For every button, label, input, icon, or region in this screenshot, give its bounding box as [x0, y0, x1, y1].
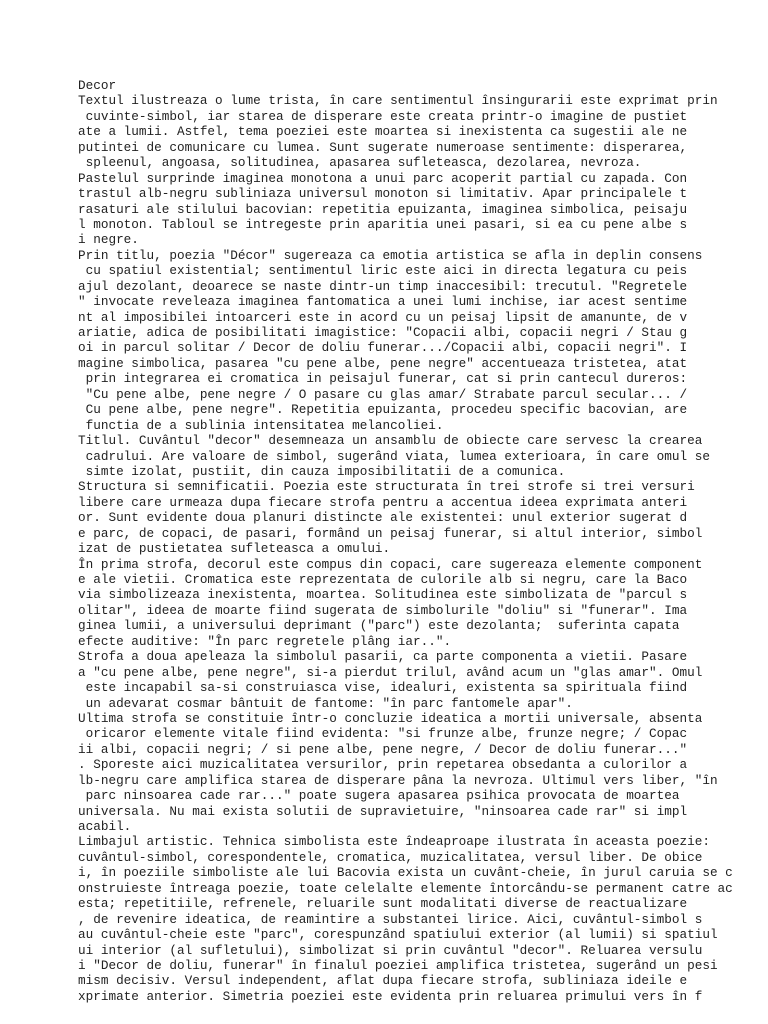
- text-line: i, în poeziile simboliste ale lui Bacovia exista un cuvânt-cheie, în jurul caruia se c: [78, 865, 733, 881]
- text-line: un adevarat cosmar bântuit de fantome: "în parc fantomele apar".: [78, 695, 573, 711]
- text-line: Textul ilustreaza o lume trista, în care sentimentul însingurarii este exprimat prin: [78, 93, 718, 109]
- text-line: oi in parcul solitar / Decor de doliu funerar.../Copacii albi, copacii negri". I: [78, 340, 688, 356]
- text-line: magine simbolica, pasarea "cu pene albe, pene negre" accentueaza tristetea, atat: [78, 355, 688, 371]
- text-line: Limbajul artistic. Tehnica simbolista este îndeaproape ilustrata în aceasta poezie:: [78, 834, 710, 850]
- text-line: Prin titlu, poezia "Décor" sugereaza ca emotia artistica se afla in deplin consens: [78, 247, 703, 263]
- text-line: cuvântul-simbol, corespondentele, cromatica, muzicalitatea, versul liber. De obice: [78, 849, 703, 865]
- document-page: [78, 78, 768, 1024]
- text-line: simte izolat, pustiit, din cauza imposibilitatii de a comunica.: [78, 463, 566, 479]
- text-line: ui interior (al sufletului), simbolizat si prin cuvântul "decor". Reluarea versulu: [78, 942, 703, 958]
- text-line: via simbolizeaza inexistenta, moartea. Solitudinea este simbolizata de "parcul s: [78, 587, 688, 603]
- text-line: spleenul, angoasa, solitudinea, apasarea sufleteasca, dezolarea, nevroza.: [78, 155, 642, 171]
- text-line: oricaror elemente vitale fiind evidenta: "si frunze albe, frunze negre; / Copac: [78, 726, 688, 742]
- text-line: Ultima strofa se constituie într-o concluzie ideatica a mortii universale, absenta: [78, 710, 703, 726]
- text-line: ariatie, adica de posibilitati imagistice: "Copacii albi, copacii negri / Stau g: [78, 325, 688, 340]
- text-line: prin integrarea ei cromatica in peisajul funerar, cat si prin cantecul dureros:: [78, 371, 688, 387]
- text-line: mism decisiv. Versul independent, aflat dupa fiecare strofa, subliniaza ideile e: [78, 973, 688, 989]
- text-line: universala. Nu mai exista solutii de supravietuire, "ninsoarea cade rar" si impl: [78, 803, 688, 819]
- text-line: olitar", ideea de moarte fiind sugerata de simbolurile "doliu" si "funerar". Ima: [78, 602, 688, 618]
- text-line: i "Decor de doliu, funerar" în finalul poeziei amplifica tristetea, sugerând un pesi: [78, 957, 718, 973]
- text-line: În prima strofa, decorul este compus din copaci, care sugereaza elemente component: [78, 556, 703, 572]
- text-line: l monoton. Tabloul se intregeste prin aparitia unei pasari, si ea cu pene albe s: [78, 216, 688, 232]
- text-line: parc ninsoarea cade rar..." poate sugera apasarea psihica provocata de moartea: [78, 788, 680, 804]
- text-line: lb-negru care amplifica starea de disperare pâna la nevroza. Ultimul vers liber, "în: [78, 772, 718, 788]
- text-line: trastul alb-negru subliniaza universul monoton si limitativ. Apar principalele t: [78, 186, 688, 202]
- text-line: . Sporeste aici muzicalitatea versurilor, prin repetarea obsedanta a culorilor a: [78, 757, 688, 773]
- text-line: nt al imposibilei intoarceri este in acord cu un peisaj lipsit de amanunte, de v: [78, 309, 688, 325]
- text-line: cuvinte-simbol, iar starea de disperare este creata printr-o imagine de pustiet: [78, 108, 688, 124]
- text-line: a "cu pene albe, pene negre", si-a pierdut trilul, având acum un "glas amar". Omul: [78, 664, 703, 680]
- text-line: ajul dezolant, deoarece se naste dintr-un timp inaccesibil: trecutul. "Regretele: [78, 278, 688, 294]
- text-line: cu spatiul existential; sentimentul liric este aici in directa legatura cu peis: [78, 263, 688, 279]
- text-line: cadrului. Are valoare de simbol, sugerând viata, lumea exterioara, în care omul se: [78, 448, 710, 464]
- text-line: Titlul. Cuvântul "decor" desemneaza un ansamblu de obiecte care servesc la crearea: [78, 433, 703, 449]
- text-line: rasaturi ale stilului bacovian: repetitia epuizanta, imaginea simbolica, peisaju: [78, 201, 688, 217]
- text-line: Cu pene albe, pene negre". Repetitia epuizanta, procedeu specific bacovian, are: [78, 402, 688, 418]
- text-line: Strofa a doua apeleaza la simbolul pasarii, ca parte componenta a vietii. Pasare: [78, 649, 688, 665]
- text-line: ii albi, copacii negri; / si pene albe, pene negre, / Decor de doliu funerar...": [78, 741, 688, 757]
- text-line: izat de pustietatea sufleteasca a omului.: [78, 541, 391, 557]
- text-line: "Cu pene albe, pene negre / O pasare cu glas amar/ Strabate parcul secular... /: [78, 386, 688, 402]
- text-line: Structura si semnificatii. Poezia este structurata în trei strofe si trei versuri: [78, 479, 695, 495]
- text-line: este incapabil sa-si construiasca vise, idealuri, existenta sa spirituala fiind: [78, 680, 688, 696]
- text-line: Pastelul surprinde imaginea monotona a unui parc acoperit partial cu zapada. Con: [78, 170, 688, 186]
- document-title: Decor: [78, 78, 117, 93]
- text-line: libere care urmeaza dupa fiecare strofa pentru a accentua ideea exprimata anteri: [78, 494, 688, 510]
- text-line: ate a lumii. Astfel, tema poeziei este moartea si inexistenta ca sugestii ale ne: [78, 124, 688, 140]
- text-line: i negre.: [78, 232, 139, 248]
- text-line: esta; repetitiile, refrenele, reluarile sunt modalitati diverse de reactualizare: [78, 896, 688, 912]
- text-line: " invocate reveleaza imaginea fantomatica a unei lumi inchise, iar acest sentime: [78, 294, 688, 310]
- text-line: e parc, de copaci, de pasari, formând un peisaj funerar, si altul interior, simbol: [78, 525, 703, 541]
- text-line: putintei de comunicare cu lumea. Sunt sugerate numeroase sentimente: disperarea,: [78, 139, 688, 155]
- text-line: , de revenire ideatica, de reamintire a substantei lirice. Aici, cuvântul-simbol s: [78, 911, 703, 927]
- text-line: ginea lumii, a universului deprimant ("parc") este dezolanta; suferinta capata: [78, 618, 680, 634]
- text-line: e ale vietii. Cromatica este reprezentata de culorile alb si negru, care la Baco: [78, 572, 688, 587]
- text-line: functia de a sublinia intensitatea melancoliei.: [78, 417, 444, 433]
- text-line: onstruieste întreaga poezie, toate celelalte elemente întorcându-se permanent catre ac: [78, 880, 733, 896]
- text-line: efecte auditive: "În parc regretele plâng iar..".: [78, 633, 452, 649]
- text-line: acabil.: [78, 819, 132, 834]
- text-line: xprimate anterior. Simetria poeziei este evidenta prin reluarea primului vers în f: [78, 988, 703, 1004]
- text-line: au cuvântul-cheie este "parc", corespunzând spatiului exterior (al lumii) si spatiul: [78, 927, 718, 943]
- text-line: or. Sunt evidente doua planuri distincte ale existentei: unul exterior sugerat d: [78, 510, 688, 526]
